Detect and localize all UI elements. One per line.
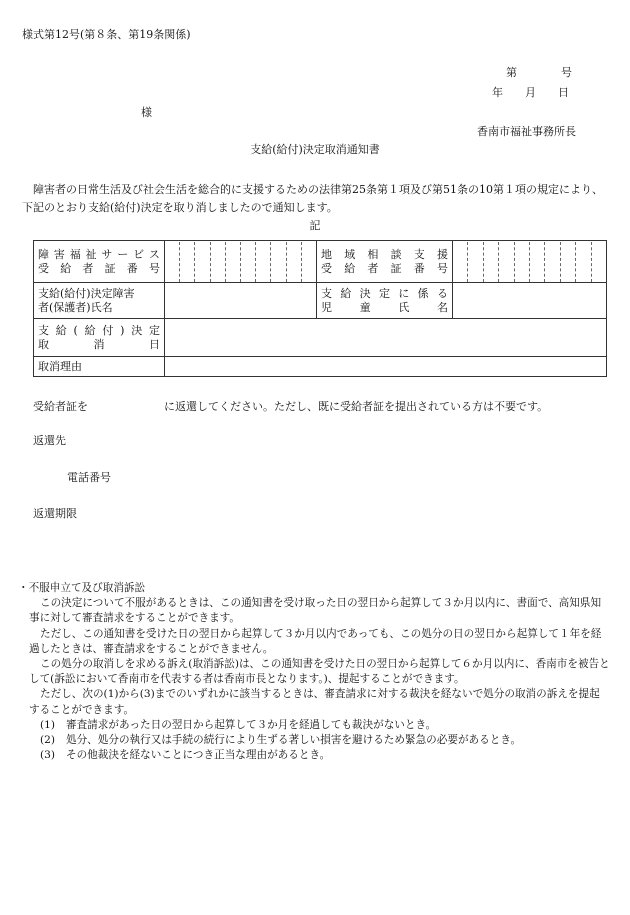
certificate-return-note: [33, 400, 548, 414]
list-item: (3) その他裁決を経ないことにつき正当な理由があるとき。: [40, 749, 331, 762]
table-row: [34, 319, 607, 357]
cancellation-reason-label: 取消理由: [34, 357, 165, 377]
digit-boxes: [165, 242, 316, 282]
child-name-label: [317, 283, 453, 319]
label-line: 児 童 氏 名: [321, 300, 448, 314]
consultation-cert-number-field[interactable]: [453, 241, 607, 283]
recipient-name-label: 支給(給付)決定障害 者(保護者)氏名: [34, 283, 165, 319]
date-line: 年 月 日: [492, 86, 569, 99]
list-item: (2) 処分、処分の執行又は手続の続行により生ずる著しい損害を避けるため緊急の必要があるとき。: [40, 734, 522, 747]
appeal-paragraph: ただし、この通知書を受けた日の翌日から起算して３か月以内であっても、この処分の日の翌日から起算して１年を経過したときは、審査請求をすることができません。: [29, 627, 602, 655]
table-row: [34, 283, 607, 319]
return-address-label: 返還先: [33, 434, 66, 447]
label-line: 地 域 相 談 支 援: [321, 247, 448, 261]
child-name-field[interactable]: [453, 283, 607, 319]
label-line: 障 害 福 祉 サ ー ビ ス: [38, 247, 160, 261]
label-line: 支 給 決 定 に 係 る: [321, 286, 448, 300]
label-line: 受 給 者 証 番 号: [38, 261, 160, 275]
consultation-cert-number-label: [317, 241, 453, 283]
label-line: 受 給 者 証 番 号: [321, 261, 448, 275]
service-cert-number-label: [34, 241, 165, 283]
notice-paragraph: 障害者の日常生活及び社会生活を総合的に支援するための法律第25条第１項及び第51条の10第１項の規定により、下記のとおり支給(給付)決定を取り消しましたので通知します。: [22, 183, 603, 214]
cancellation-date-field[interactable]: [165, 319, 607, 357]
return-note-prefix: 受給者証を: [33, 400, 88, 413]
document-title: 支給(給付)決定取消通知書: [250, 143, 380, 156]
form-number-label: 様式第12号(第８条、第19条関係): [22, 28, 191, 41]
recipient-name-field[interactable]: [165, 283, 317, 319]
list-item: (1) 審査請求があった日の翌日から起算して３か月を経過しても裁決がないとき。: [40, 718, 437, 731]
service-cert-number-field[interactable]: [165, 241, 317, 283]
cancellation-date-label: [34, 319, 165, 357]
sender-office: 香南市福祉事務所長: [477, 125, 576, 138]
appeal-paragraph: ただし、次の(1)から(3)までのいずれかに該当するときは、審査請求に対する裁決を経ないで処分の取消の訴えを提起することができます。: [29, 688, 600, 716]
appeal-paragraph: この処分の取消しを求める訴え(取消訴訟)は、この通知書を受けた日の翌日から起算して６か月以内に、香南市を被告として(訴訟において香南市を代表する者は香南市長となります。)、提起することができます。: [29, 658, 610, 686]
appeal-section: [18, 581, 610, 763]
cancellation-details-table: [33, 240, 607, 377]
label-line: 取 消 日: [38, 337, 160, 351]
table-row: [34, 241, 607, 283]
appeal-paragraph: この決定について不服があるときは、この通知書を受け取った日の翌日から起算して３か月以内に、書面で、高知県知事に対して審査請求をすることができます。: [29, 597, 602, 625]
appeal-heading: ・不服申立て及び取消訴訟: [18, 582, 146, 594]
table-row: [34, 357, 607, 377]
return-note-suffix: に返還してください。ただし、既に受給者証を提出されている方は不要です。: [164, 400, 549, 413]
ki-marker: 記: [309, 219, 321, 232]
label-line: 支 給 ( 給 付 ) 決 定: [38, 323, 160, 337]
return-deadline-label: 返還期限: [33, 507, 77, 520]
cancellation-reason-field[interactable]: [165, 357, 607, 377]
phone-number-label: 電話番号: [67, 471, 111, 484]
recipient-honorific: 様: [141, 106, 152, 119]
digit-boxes: [453, 242, 606, 282]
document-number-line: 第 号: [506, 66, 572, 79]
